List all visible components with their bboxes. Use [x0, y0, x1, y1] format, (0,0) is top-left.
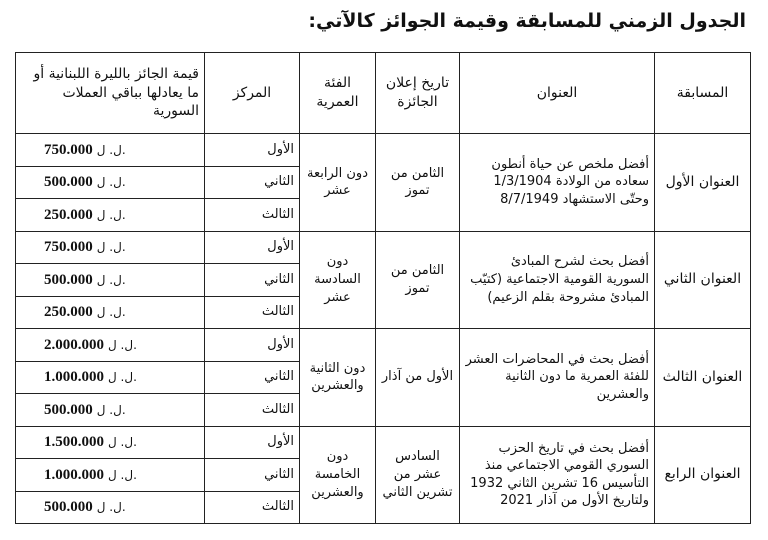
- rank-cell: الثاني: [205, 166, 300, 199]
- rank-cell: الثالث: [205, 491, 300, 524]
- competition-cell: العنوان الرابع: [655, 426, 751, 524]
- prize-amount: 500.000: [44, 174, 93, 191]
- competition-cell: العنوان الأول: [655, 134, 751, 232]
- prize-amount: 2.000.000: [44, 336, 104, 353]
- currency-label: ل. ل.: [108, 435, 137, 450]
- age-cell: دون الثانية والعشرين: [300, 329, 376, 427]
- prize-amount: 500.000: [44, 499, 93, 516]
- topic-cell: أفضل بحث في المحاضرات العشر للفئة العمرية ما دون الثانية والعشرين: [460, 329, 655, 427]
- header-prize-value: قيمة الجائز بالليرة اللبنانية أو ما يعادلها بباقي العملات السورية: [16, 53, 205, 134]
- header-competition: المسابقة: [655, 53, 751, 134]
- prize-cell: [16, 199, 205, 232]
- prize-amount: 1.500.000: [44, 434, 104, 451]
- prize-cell: [16, 394, 205, 427]
- date-cell: الثامن من تموز: [376, 134, 460, 232]
- competition-cell: العنوان الثالث: [655, 329, 751, 427]
- topic-cell: أفضل ملخص عن حياة أنطون سعاده من الولادة 1/3/1904 وحتّى الاستشهاد 8/7/1949: [460, 134, 655, 232]
- currency-label: ل. ل.: [96, 402, 126, 417]
- prize-amount: 250.000: [44, 304, 93, 321]
- table-row: [16, 134, 751, 167]
- age-cell: دون الرابعة عشر: [300, 134, 376, 232]
- rank-cell: الثالث: [205, 296, 300, 329]
- page-title: الجدول الزمني للمسابقة وقيمة الجوائز كالآتي:: [308, 10, 746, 32]
- prize-amount: 750.000: [44, 239, 93, 256]
- prize-schedule-table: [15, 52, 751, 524]
- rank-cell: الأول: [205, 134, 300, 167]
- topic-cell: أفضل بحث في تاريخ الحزب السوري القومي الاجتماعي منذ التأسيس 16 تشرين الثاني 1932 ولتاريخ الأول من آذار 2021: [460, 426, 655, 524]
- currency-label: ل. ل.: [96, 240, 126, 255]
- prize-amount: 500.000: [44, 401, 93, 418]
- prize-cell: [16, 459, 205, 492]
- currency-label: ل. ل.: [108, 467, 137, 482]
- rank-cell: الثالث: [205, 394, 300, 427]
- header-age-group: الفئة العمرية: [300, 53, 376, 134]
- rank-cell: الثالث: [205, 199, 300, 232]
- prize-amount: 250.000: [44, 206, 93, 223]
- age-cell: دون السادسة عشر: [300, 231, 376, 329]
- rank-cell: الثاني: [205, 459, 300, 492]
- currency-label: ل. ل.: [96, 305, 126, 320]
- prize-cell: [16, 166, 205, 199]
- currency-label: ل. ل.: [108, 337, 137, 352]
- rank-cell: الأول: [205, 329, 300, 362]
- rank-cell: الثاني: [205, 264, 300, 297]
- table-row: [16, 231, 751, 264]
- header-rank: المركز: [205, 53, 300, 134]
- header-announce-date: تاريخ إعلان الجائزة: [376, 53, 460, 134]
- prize-cell: [16, 491, 205, 524]
- date-cell: الثامن من تموز: [376, 231, 460, 329]
- prize-cell: [16, 329, 205, 362]
- prize-cell: [16, 426, 205, 459]
- currency-label: ل. ل.: [96, 175, 126, 190]
- prize-amount: 1.000.000: [44, 369, 104, 386]
- table-row: [16, 426, 751, 459]
- age-cell: دون الخامسة والعشرين: [300, 426, 376, 524]
- header-topic: العنوان: [460, 53, 655, 134]
- rank-cell: الأول: [205, 231, 300, 264]
- date-cell: الأول من آذار: [376, 329, 460, 427]
- date-cell: السادس عشر من تشرين الثاني: [376, 426, 460, 524]
- currency-label: ل. ل.: [96, 500, 126, 515]
- prize-cell: [16, 361, 205, 394]
- prize-cell: [16, 264, 205, 297]
- prize-cell: [16, 231, 205, 264]
- currency-label: ل. ل.: [108, 370, 137, 385]
- prize-amount: 1.000.000: [44, 466, 104, 483]
- prize-amount: 750.000: [44, 141, 93, 158]
- prize-cell: [16, 134, 205, 167]
- currency-label: ل. ل.: [96, 207, 126, 222]
- prize-cell: [16, 296, 205, 329]
- rank-cell: الثاني: [205, 361, 300, 394]
- topic-cell: أفضل بحث لشرح المبادئ السورية القومية الاجتماعية (كتيّب المبادئ مشروحة بقلم الزعيم): [460, 231, 655, 329]
- prize-amount: 500.000: [44, 271, 93, 288]
- currency-label: ل. ل.: [96, 142, 126, 157]
- table-row: [16, 329, 751, 362]
- rank-cell: الأول: [205, 426, 300, 459]
- competition-cell: العنوان الثاني: [655, 231, 751, 329]
- header-row: [16, 53, 751, 134]
- currency-label: ل. ل.: [96, 272, 126, 287]
